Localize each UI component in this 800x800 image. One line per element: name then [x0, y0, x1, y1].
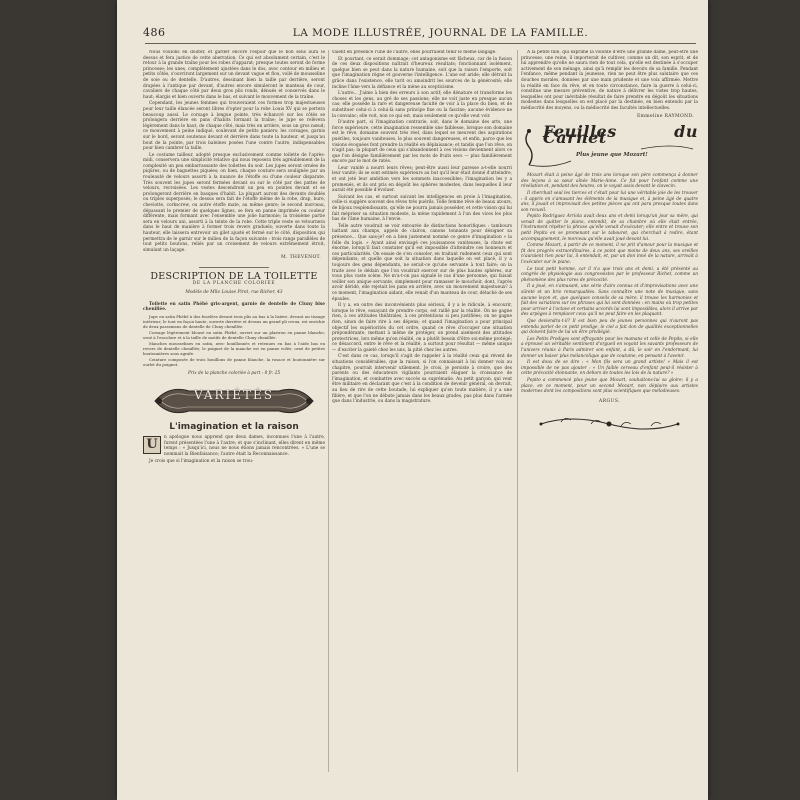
section-title: DESCRIPTION DE LA TOILETTE: [150, 270, 318, 282]
article-title: L'imagination et la raison: [169, 421, 299, 432]
paragraph: Les Petits Prodiges sont effrayants pour les mamans et celle de Pepito, si elle a éprouvé un véritable sentiment d'orgueil en voyant les savants professeurs de l'univers réunis à Paris admirer son enfant, a dû, le soir en l'endormant, lui donner un baiser plus mélancolique que de coutume, en pensant à l'avenir.: [521, 336, 698, 359]
paragraph: D'autre part, si l'imagination contrarie, soit, dans le domaine des arts, une force supérieure, cette imagination ressemble une faiblesse, lorsque son domaine est le rêve, domaine souvent très réel, dans lequel se meuvent des aspirations puériles, toujours vaniteuses, le plus souvent dangereuses, et enfin, parce que les visions évoquées font prendre la réalité en déplaisance; et tandis que l'on rêve, on n'agit pas; la plupart de ceux qui s'abandonnent à ces visions deviennent alors ce que l'on désigne familièrement par les mots de fruits secs — plus familièrement encore par le mot de ratés.: [332, 120, 512, 165]
paragraph: A la petite fille, qui exprime la volonté d'être une grande dame, peut-être une princesse, une reine, il importerait de cultiver, comme un dit, son esprit, et de lui apprendre qu'elle ne saura rien de tout cela, qu'elle est destinée à s'occuper activement de son ménage, ainsi qu'à remplir les devoirs de sa famille. Pendant l'enfance, même pendant la jeunesse, rien ne peut être plus salutaire que ces douches morales, données par une main prudente et une voix affirmée. Mettre la réalité en face du rêve, et en toute circonstance, faire la guerre à celui-ci, constitue une mesure préventive, de nature à délivrer les vistes trop hautes, lesquelles ont pour inévitable résultat de faire prendre en dégoût les situations modestes dans lesquelles on est placé par la destinée, en bien entendu par la médiocrité des moyens, ou la médiocrité des facultés intellectuelles.: [521, 50, 698, 111]
page-number: 486: [143, 26, 166, 39]
column-divider: [328, 50, 329, 772]
section-subtitle: DE LA PLANCHE COLORIÉE: [192, 280, 276, 286]
description-lead: Toilette en satin Phébé gris-argent, garnie de dentelle de Cluny bise chenillée.: [143, 301, 325, 313]
drop-cap: U: [143, 436, 161, 454]
paragraph: Pepito a commencé plus jeune que Mozart, souhaitons-lui sa gloire; il y a place, en ce moment, pour un second Mozart, non déplaire aux artistes modernes dont les compositions sont plus scientifiques que mélodieuses.: [521, 377, 698, 395]
journal-title: LA MODE ILLUSTRÉE, JOURNAL DE LA FAMILLE.: [292, 27, 589, 39]
paragraph: Suivant les cas, et surtout suivant les intelligences en proie à l'imagination, celle-ci suggère souvent des rêves très puérils. Telle femme rêve de beaux atours, de bijoux resplendissants, qu'elle ne pourra jamais posséder, et cette vision qui lui fait mépriser sa situation modeste, la mène rapidement à l'un des vices les plus bas de l'âme humaine, à l'envie.: [332, 194, 512, 223]
model-credit: Modèle de Mlle Louise Piret, rue Richer, 43: [185, 290, 283, 296]
page-header: [143, 26, 698, 42]
header-rule: [145, 43, 696, 44]
paragraph: Leur vanité a nourri leurs rêves; peut-être aussi leur paresse a-t-elle nourri leur vanité; ils se sont estimés supérieurs au but qu'il leur était donné d'atteindre, et ont jeté leur ambition vers les sommets inaccessibles; l'imagination les y a promenés, et ils ont pris en dégoût les sphères modestes, dans lesquelles il leur aurait été possible d'évoluer.: [332, 165, 512, 194]
paragraph: Manches mousselines en satin, avec bouillonnés et retenues en bas à l'aide bas en revers de dentelle chenillée; le poignet de la manche est en panne volée, orné de petites boutonnières sous agrafe.: [143, 340, 325, 356]
author-signature: M. THEVENOT.: [281, 255, 321, 261]
paragraph: Telle autre voudrait se voir entourée de distinctions honorifiques : tambours battant aux champs, appels de clairon, canons tonnants pour désigner sa présence... Que sais-je? en a bien justement nommé ce genre d'imagination « la folle du logis. » Ayant ainsi envisagé ces jouissances vaniteuses, la chute est énorme, lorsqu'il faut constater qu'il est impossible d'atteindre ces honneurs et ces particularités. On essaie de s'en consoler, en traitant rudement ceux qui sont dépendants; et quelle que soit la situation dans laquelle on est placé, il y a toujours des gens dépendants, ne serait-ce qu'une servante à tout faire; on la traite avec le dédain que l'on voudrait exercer sur de plus hautes sphères, sur vous plus vaste scène. Ne m'a-t-on pas signalé le cas d'une personne, qui faisait veiller son unique servante, simplement pour ramasser le mouchoir, dont, l'après avoir déridé, elle rejetait les pans en arrière, avec un mouvement majestueux? à ce moment, l'imagination aidant, elle venait d'un manteau de cour, détaché de ses épaules.: [332, 223, 512, 302]
paragraph: Et pourtant, ce serait dommage; cet antagonisme est fâcheux, car de la fusion de ces deux dispositions naîtrait d'heureux résultats; fonctionnant isolément, quelque bien se peut dans la nature humaine, soit que la raison l'emporte, soit que l'imagination règne et gouverne l'intelligence. L'une est aride; elle détruit la grâce dans l'existence, elle tarit ou amoindrit les sources de la générosité; elle incline l'âme vers la défiance et la mène au scepticisme.: [332, 56, 512, 90]
paragraph: L'autre... J'aime à bien des erreurs à son actif; elle dénature et transforme les choses et les gens, au gré de ses passions; elle ne voit juste en presque aucun cas; elle possède la rare et dangereuse faculté de voir à la place du bien, et de substituer celui-ci à celui-là sans principe fixe ou la fascine; aucune évidence ne la convainc; elle voit, non ce qui est, mais seulement ce qu'elle veut voir.: [332, 91, 512, 119]
paragraph: Pepito Rodriguez Arriola avait deux ans et demi lorsqu'un jour sa mère, qui venait de quitter le piano, entendit, de sa chambre où elle était entrée, l'instrument répéter la phrase qu'elle venait d'exécuter; elle entre et trouve son petit Pepito en se promenant sur le tabouret, qui cherchait à redire, étant accompagnement, le morceau qu'elle avait joué devant lui.: [521, 214, 698, 242]
author-signature: ARGUS.: [598, 398, 621, 404]
column-divider: [517, 50, 518, 772]
paragraph: Le costume tailleur, adopté presque exclusivement comme toilette de l'après-midi, conservera une simplicité relative qui nous reposera très agréablement de la complexité un peu embarrassante des toilettes du soir. Les jupes seront ornées de piqûres, ou de baguettes piquées; on bien, chaque couture sera soulignée par un rouleauté de velours assorti à la nuance de l'étoffe ou d'une couleur disparate. Très souvent les jupes seront fermées devant ou sur le côté par des pattes de velours, recroisées. Les vestes descendront un peu en pointes devant et se prolongeront derrière en basques d'habit. La plupart auront des devants doublés ou triples superposés; le dessus sera fait de l'étoffe même de la robe, drap, bure, cheviotte, corkscrew, ou autre étoffe mate, au même genre; le second morceau, dépassant le premier de quelques lignes, se fera en panne imprimée ou couleur différente, mais formant avec l'ensemble une jolie harmonie; la troisième partie sera en velours uni, assorti à la teinte de la robe. Cette triple veste se retournera dans le haut de manière à former trois revers graduels; ouverte dans toute la hauteur, elle laissera entrevoir un gilet ajusté et fermé sur le côté, disposition qui permettra de le garnir sur le milieu de la façon suivante : trois rangs parallèles de tout petits boutons, reliés par un croisement de velours extrêmement étroit, simulant un laçage.: [143, 152, 325, 253]
heading-label: Feuilles du Carnet: [543, 122, 698, 147]
floral-ornament-icon: [531, 412, 688, 434]
banner-label: VARIÉTÉS: [193, 387, 275, 402]
paragraph: C'est dans ce cas, lorsqu'il s'agit de rappeler à la réalité ceux qui révent de situations considérables, que la raison, si l'on connaissait à lui donner voix au chapitre, pourrait intervenir utilement. Je crois, je persiste à croire, que des parents ou des éducateurs vigilants pourraient élaguer la croissance de l'imagination, et combattre avec succès sa suprématie. Au petit garçon, qui veut être militaire en déclarant que c'est à la condition de devenir général, on devrait, au lieu de rire de cette boutade, lui expliquer qu'en toute matière, il y a une filière, et que l'on ne débute jamais dans les beaux grades, pas plus dans l'armée que dans l'industrie, ou dans la magistrature.: [332, 354, 512, 405]
paragraph: Nous voulons en douter, et garder encore l'espoir que le bon sens aura le dessus et fera justice de cette aberration. Ce qui est absolument certain, c'est le retour à la grande traîne pour les robes d'apparat; presque toutes seront de forme princesse; les unes, complètement ajustées dans le dos, avec contour en milieu et petits côtés, s'ouvriront largement sur un devant vague et flou, voilé de mousseline de soie ou de dentelle. D'autres, dessinant bien la taille par derrière, seront drapées à l'antique par devant, d'autres encore simuleront le manteau de cour, cavaliers de chaque côté par deux gros plis ronds, dénués et conservés dans le haut; élargis et bien ouverts dans le bas, et suivant le mouvement de la traîne.: [143, 50, 325, 100]
column-left: [143, 50, 325, 780]
feuilles-heading: [521, 122, 698, 171]
paragraph: Cependant, les jeunes femmes qui trouveraient ces formes trop majestueuses pour leur taille élancée seront libres d'opter pour la robe Louis XV qui se portera beaucoup aussi. Le corsage à longue pointe, très échancré sur les côtés se prolongera derrière en pans d'habits formant la traîne; le jupe se relèvera légèrement dans le haut, de chaque côté, mais très en arrière, sous un gros nœud; ce mouvement à peine indiqué, soulevant de petits paniers; les corsages, garnis sur le bord, seront soutenus devant et derrière dans toute la hauteur, et jusqu'au bout de la pointe, par trois baleines posées l'une contre l'autre, indispensables pour bien cambrer la taille.: [143, 101, 325, 152]
divider: [199, 267, 269, 268]
paragraph: Je crois que si l'imagination et la raison se trou-: [149, 458, 254, 464]
author-signature: Emmeline RAYMOND.: [636, 113, 694, 119]
paragraph: Corsage légèrement blousé en satin Phébé, ouvert sur un plastron en panne blanche; orné à l'encolure et à la taille de motifs de dentelle Cluny chenillée.: [143, 329, 325, 340]
price-note: Prix de la planche coloriée à part : 0 fr. 25: [187, 370, 281, 376]
paragraph: Il cherchait seul les tierces et c'était pour lui une véritable joie de les trouver : il appris en s'amusant les éléments de la musique et, à peine âgé de quatre ans, il jouait et improvisait des petites pièces qui ont paru presque toutes dans son recueil.: [521, 190, 698, 213]
paragraph: n apologue nous apprend que deux dames, inconnues l'une à l'autre, furent présentées l'une à l'autre; et que s'inclinant, elles dirent en même temps : « Jusqu'ici, nous ne nous étions jamais rencontrées. » L'une se nommait la Bienfaisance; l'autre était la Reconnaissance.: [164, 435, 325, 457]
heading-subtitle: Plus jeune que Mozart!: [576, 152, 648, 159]
paragraph: Mozart était à peine âgé de trois ans lorsque son père commença à donner des leçons à sa sœur aînée Marie-Anne. Ce fut pour l'enfant comme une révélation et, pendant des heures, on le voyait assis devant le clavecin.: [521, 173, 698, 190]
column-middle: [332, 50, 512, 780]
paragraph: Il est doux de se dire : « Mon fils sera un grand artiste! » Mais il est impossible de ne pas ajouter : « Un faible cerveau d'enfant peut-il résister à cette précocité étonnante, en dehors de toutes les lois de la nature? »: [521, 360, 698, 377]
varietes-banner: [149, 383, 319, 419]
paragraph: Comme Mozart, à partir de ce moment, il ne prit d'amour pour la musique et fit des progrès extraordinaires, à ce point que moins de deux ans, ses oreilles n'auraient rien pour lui, il entendait, et, par un don inné de la nature, arrivait à l'exécuter sur le piano.: [521, 243, 698, 266]
paragraph: Le tout petit homme, car il n'a que trois ans et demi, a été présenté au congrès de physiologie aux congressistes par le professeur Richet, comme un phénomène des plus rares de précocité.: [521, 266, 698, 283]
journal-page: [117, 0, 708, 800]
paragraph: vaient en présence l'une de l'autre, elles pourraient tenir le même langage.: [332, 50, 497, 55]
column-right: [521, 50, 698, 780]
paragraph: Jupe en satin Phébé à dos fuselées devant trois plis au bas à la lisière, devant un tissage intérieur; le tout en façon haute, ouverte derrière et dessus un grand pli creux, est enrichie de deux passemens de dentelle de Cluny chenillée.: [143, 313, 325, 329]
paragraph: Ceinture composée de trois bouillons de panne blanche, la rosace et boutonnière sur ourlet du poignet.: [143, 356, 325, 367]
paragraph: Que deviendra-t-il? Il est bien peu de jeunes personnes qui n'auront pas entendu parler de ce petit prodige, le ciel a fait don de qualités exceptionnelles qui doivent faire de lui un être privilégié.: [521, 318, 698, 336]
paragraph: Il a joué, en s'amusant, une série d'airs connus et d'improvisations avec une sûreté et un brio remarquables. Sans connaître une note de musique, sans aucune leçon et, que quelques conseils de sa mère, il trouve les harmonies et fait des variations sur les phrases qui lui sont données : en mains où trop petites pour arriver à l'octave et certains accords lui sont impossibles, alors il arrive par des arpèges à remplacer ceux qu'il ne peut faire en les plaquant.: [521, 284, 698, 318]
paragraph: Il y a, en outre des inconvénients plus sérieux, il y a le ridicule, à encourir, lorsque le rêve, essayant de prendre corps, est raillé par la réalité. On ne gagne rien, à ces attitudes théâtrales, à ces prétentions si peu justifiées; on ne gagne rien, sinon de faire rire à ses dépens; et quand l'imagination a pour principal objectif les supériorités du cet ordre, quand ce rêve d'occuper une situation prépondérante, mettant à même de protéger, on prend aisément des attitudes protectrices, lors même qu'en réalité, on a plutôt besoin d'être soi-même protégé; ce désaccord, entre le rêve et la réalité, a surtout pour résultat — même unique — d'exciter la gaieté chez les uns, la pitié chez les autres.: [332, 303, 512, 353]
